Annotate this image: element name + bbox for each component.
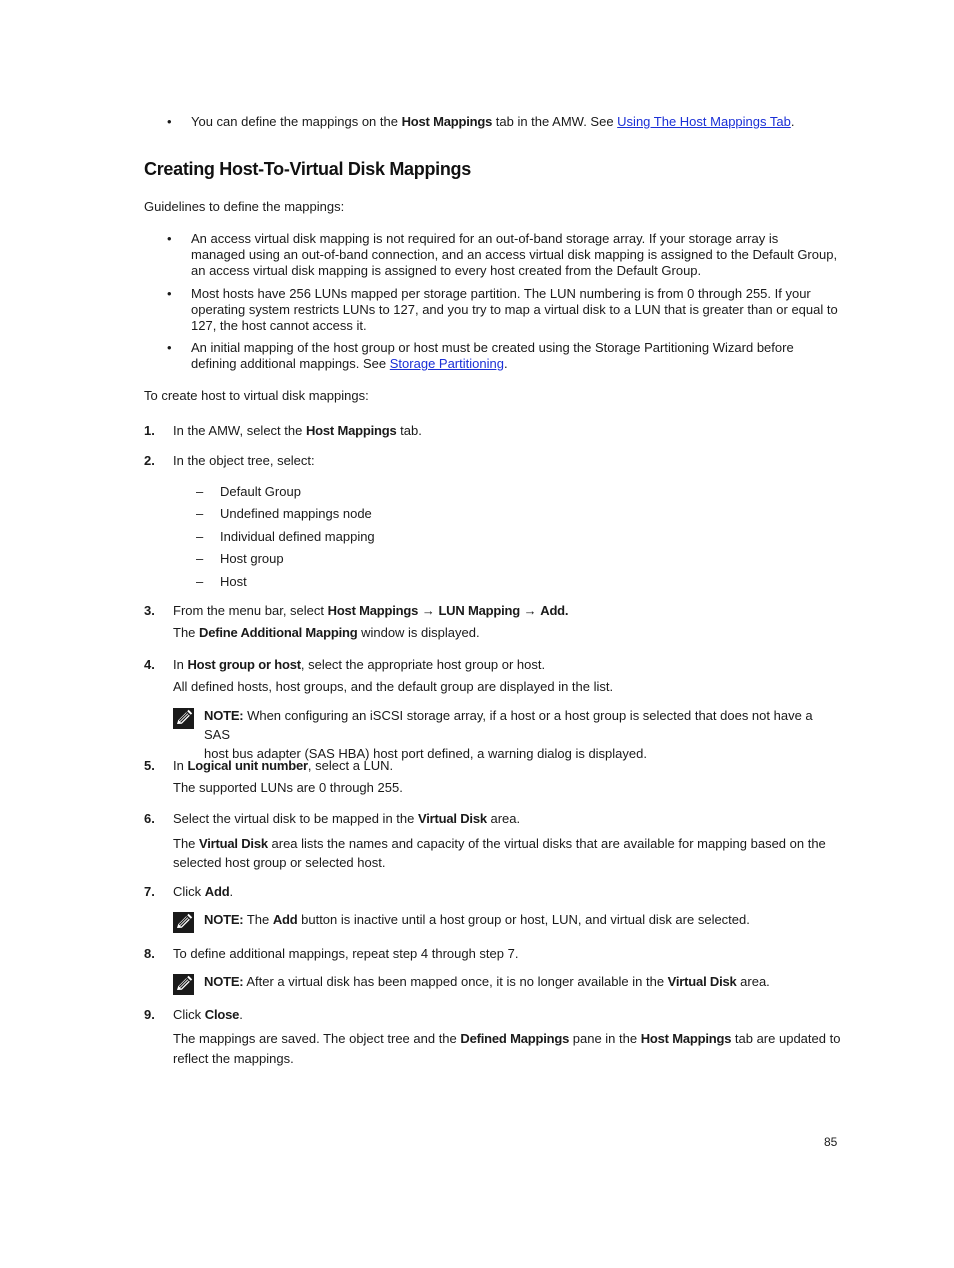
bullet: •	[167, 286, 172, 301]
dash: –	[196, 529, 204, 544]
bullet: •	[167, 231, 172, 246]
step-3-result: The Define Additional Mapping window is displayed.	[173, 625, 480, 640]
step-9-result: The mappings are saved. The object tree and the Defined Mappings pane in the Host Mappings tab are updated to reflect the mappings.	[173, 1031, 841, 1066]
tree-item: Default Group	[220, 484, 301, 499]
note-pencil-icon	[173, 708, 194, 729]
dash: –	[196, 484, 204, 499]
step-4-result: All defined hosts, host groups, and the default group are displayed in the list.	[173, 679, 614, 694]
procedure-intro: To create host to virtual disk mappings:	[144, 388, 369, 403]
step-8: To define additional mappings, repeat step 4 through step 7.	[173, 946, 519, 961]
guideline-2: Most hosts have 256 LUNs mapped per storage partition. The LUN numbering is from 0 through 255. If your operating system restricts LUNs to 127, and you try to map a virtual disk to a LUN that is greater than or equal to 127, the host cannot access it.	[191, 286, 838, 333]
step-number: 7.	[144, 884, 155, 899]
guideline-3: An initial mapping of the host group or host must be created using the Storage Partitioning Wizard before defining additional mappings. See Storage Partitioning.	[191, 340, 794, 371]
dash: –	[196, 551, 204, 566]
step-1: In the AMW, select the Host Mappings tab.	[173, 423, 422, 438]
step-5: In Logical unit number, select a LUN.	[173, 758, 394, 773]
step-number: 4.	[144, 657, 155, 672]
dash: –	[196, 506, 204, 521]
link-using-host-mappings-tab[interactable]: Using The Host Mappings Tab	[617, 114, 791, 129]
step-6-result: The Virtual Disk area lists the names and capacity of the virtual disks that are available for mapping based on the selected host group or selected host.	[173, 836, 826, 870]
step-number: 6.	[144, 811, 155, 826]
link-storage-partitioning[interactable]: Storage Partitioning	[389, 356, 504, 371]
bullet: •	[167, 340, 172, 355]
step-number: 3.	[144, 603, 155, 618]
step-number: 8.	[144, 946, 155, 961]
tree-item: Host group	[220, 551, 284, 566]
note-step-8: NOTE: After a virtual disk has been mapped once, it is no longer available in the Virtual Disk area.	[204, 974, 770, 989]
tree-item: Undefined mappings node	[220, 506, 372, 521]
dash: –	[196, 574, 204, 589]
step-7: Click Add.	[173, 884, 234, 899]
note-pencil-icon	[173, 974, 194, 995]
guideline-1: An access virtual disk mapping is not required for an out-of-band storage array. If your storage array is managed using an out-of-band connection, and an access virtual disk mapping is assigned to the Default Group, an access virtual disk mapping is assigned to every host created from the Default Group.	[191, 231, 838, 278]
step-9: Click Close.	[173, 1007, 243, 1022]
section-heading: Creating Host-To-Virtual Disk Mappings	[144, 159, 471, 179]
tree-item: Individual defined mapping	[220, 529, 375, 544]
step-2: In the object tree, select:	[173, 453, 315, 468]
step-number: 5.	[144, 758, 155, 773]
step-6: Select the virtual disk to be mapped in the Virtual Disk area.	[173, 811, 521, 826]
step-number: 2.	[144, 453, 155, 468]
note-step-7: NOTE: The Add button is inactive until a host group or host, LUN, and virtual disk are selected.	[204, 912, 750, 927]
step-5-result: The supported LUNs are 0 through 255.	[173, 780, 403, 795]
note-step-4: NOTE: When configuring an iSCSI storage array, if a host or a host group is selected that does not have a SAS host bus adapter (SAS HBA) host port defined, a warning dialog is displayed.	[204, 708, 813, 761]
tree-item: Host	[220, 574, 247, 589]
step-4: In Host group or host, select the appropriate host group or host.	[173, 657, 546, 672]
intro-bullet-text: You can define the mappings on the Host Mappings tab in the AMW. See Using The Host Mappings Tab.	[191, 114, 795, 129]
step-number: 9.	[144, 1007, 155, 1022]
step-number: 1.	[144, 423, 155, 438]
note-pencil-icon	[173, 912, 194, 933]
bullet: •	[167, 114, 172, 129]
step-3: From the menu bar, select Host Mappings → LUN Mapping → Add.	[173, 603, 569, 618]
page-number: 85	[824, 1135, 838, 1149]
guidelines-intro: Guidelines to define the mappings:	[144, 199, 345, 214]
